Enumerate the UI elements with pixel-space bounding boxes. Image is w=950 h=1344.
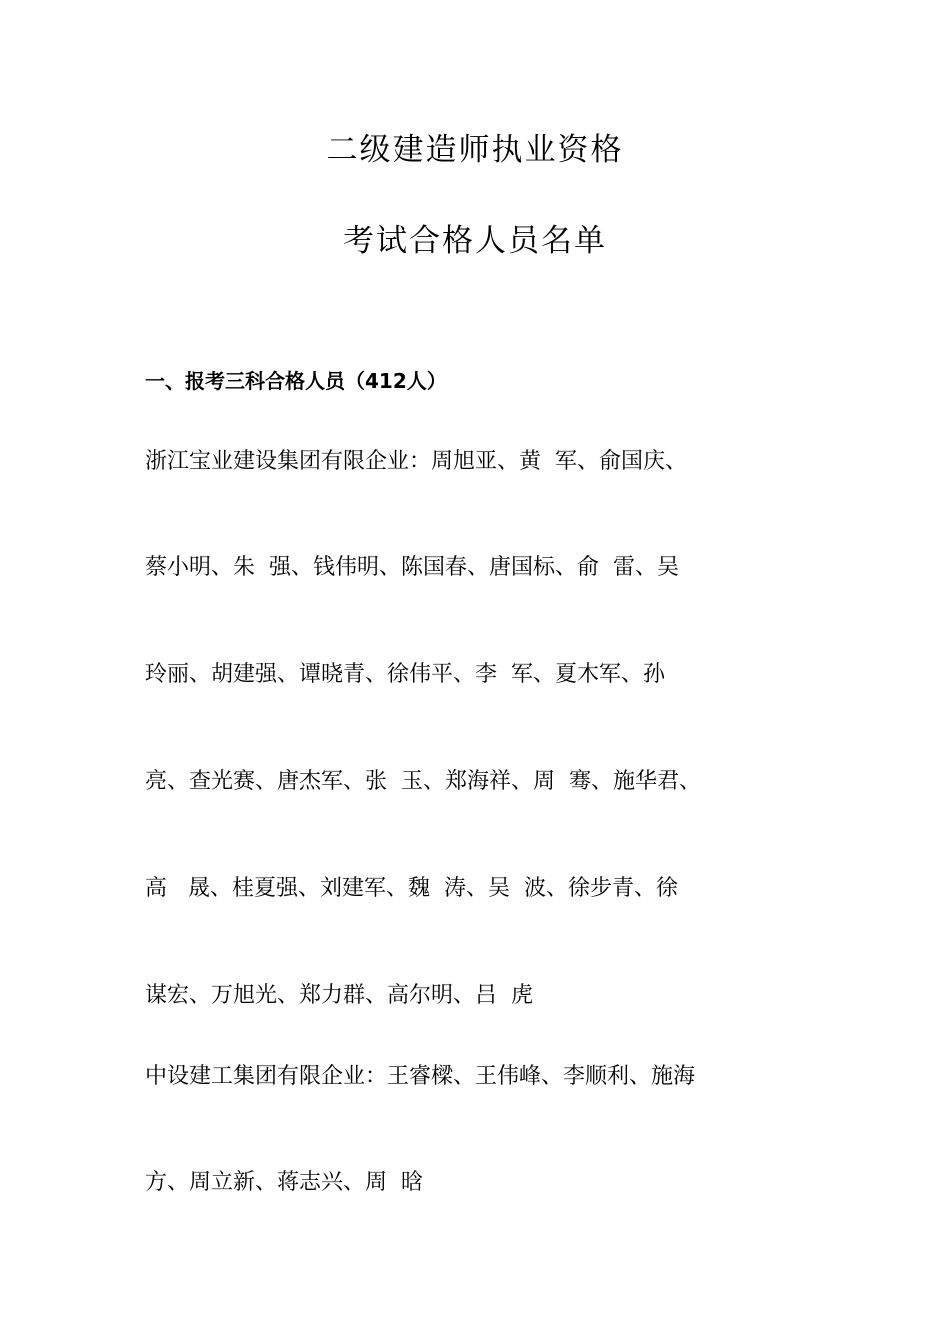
paragraph-line: 浙江宝业建设集团有限企业：周旭亚、黄 军、俞国庆、: [145, 449, 687, 474]
paragraph-line: 玲丽、胡建强、谭晓青、徐伟平、李 军、夏木军、孙: [145, 662, 665, 687]
paragraph-line: 蔡小明、朱 强、钱伟明、陈国春、唐国标、俞 雷、吴: [145, 555, 679, 580]
document-title-line-1: 二级建造师执业资格: [326, 132, 624, 168]
paragraph-line: 方、周立新、蒋志兴、周 晗: [145, 1170, 423, 1195]
section-heading: 一、报考三科合格人员（412人）: [145, 369, 447, 393]
paragraph-line: 中设建工集团有限企业：王睿樑、王伟峰、李顺利、施海: [145, 1064, 696, 1089]
document-title-line-2: 考试合格人员名单: [343, 223, 607, 259]
paragraph-line: 谋宏、万旭光、郑力群、高尔明、吕 虎: [145, 983, 533, 1008]
paragraph-line: 亮、查光赛、唐杰军、张 玉、郑海祥、周 骞、施华君、: [145, 769, 701, 794]
paragraph-line: 高 晟、桂夏强、刘建军、魏 涛、吴 波、徐步青、徐: [145, 876, 678, 901]
